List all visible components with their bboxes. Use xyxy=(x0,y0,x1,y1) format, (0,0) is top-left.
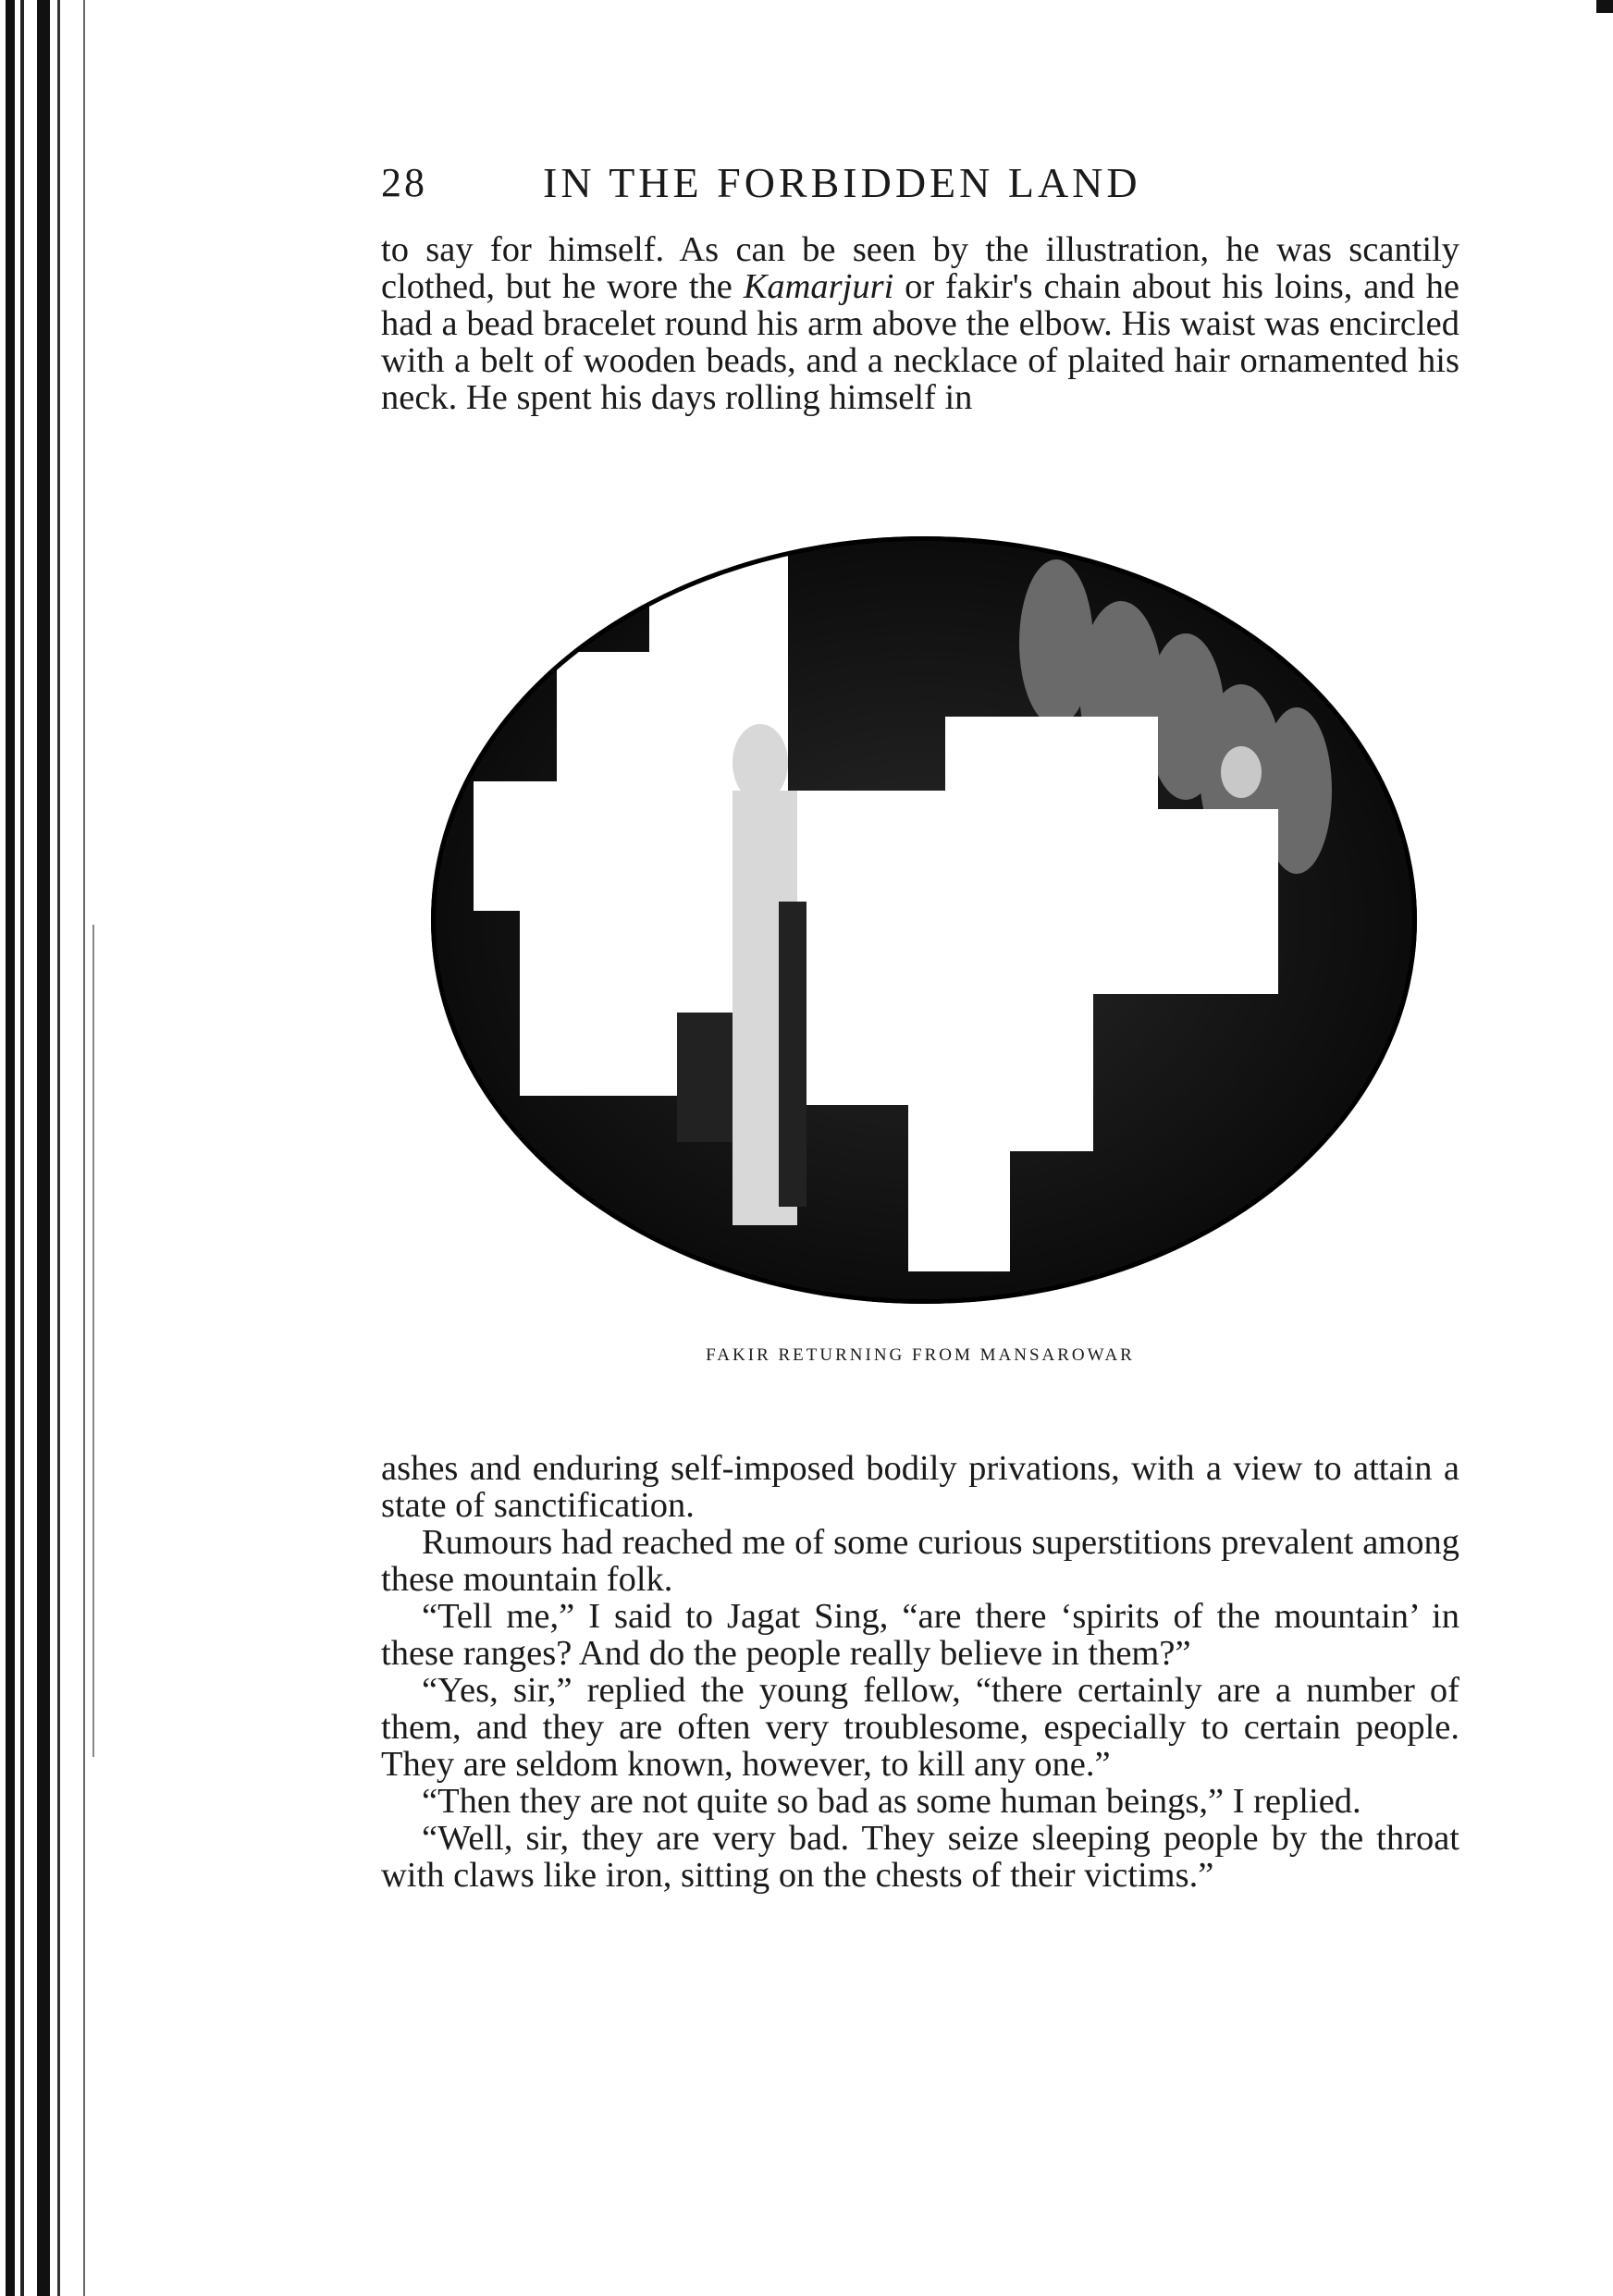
running-title: IN THE FORBIDDEN LAND xyxy=(543,159,1141,206)
paragraph: Rumours had reached me of some curious superstitions prevalent among these mountain folk. xyxy=(381,1523,1459,1599)
text-block-after-illustration xyxy=(381,1450,1459,1894)
paragraph: ashes and enduring self-imposed bodily privations, with a view to attain a state of sanctification. xyxy=(381,1449,1459,1525)
paragraph: “Tell me,” I said to Jagat Sing, “are there ‘spirits of the mountain’ in these ranges? And do the people really believe in them?” xyxy=(381,1597,1459,1673)
paragraph: “Yes, sir,” replied the young fellow, “there certainly are a number of them, and they are often very troublesome, especially to certain people. They are seldom known, however, to kill any one.” xyxy=(381,1671,1459,1784)
paragraph: “Well, sir, they are very bad. They seize sleeping people by the throat with claws like iron, sitting on the chests of their victims.” xyxy=(381,1819,1459,1895)
paragraph-continued: to say for himself. As can be seen by the illustration, he was scantily clothed, but he wore the Kamarjuri or fakir's chain about his loins, and he had a bead bracelet round his arm above the elbow. His waist was encircled with a belt of wooden beads, and a necklace of plaited hair ornamented his neck. He spent his days rolling himself in xyxy=(381,230,1459,417)
fakir-photograph xyxy=(427,532,1421,1308)
scan-binding-edge xyxy=(0,0,111,2296)
figure-caption: FAKIR RETURNING FROM MANSAROWAR xyxy=(706,1345,1135,1365)
paragraph: “Then they are not quite so bad as some human beings,” I replied. xyxy=(422,1782,1361,1821)
page-number: 28 xyxy=(381,160,427,205)
page-header xyxy=(381,155,1461,211)
scan-corner-mark xyxy=(1596,0,1613,13)
italic-term: Kamarjuri xyxy=(743,267,894,306)
text-block-before-illustration xyxy=(381,231,1459,416)
